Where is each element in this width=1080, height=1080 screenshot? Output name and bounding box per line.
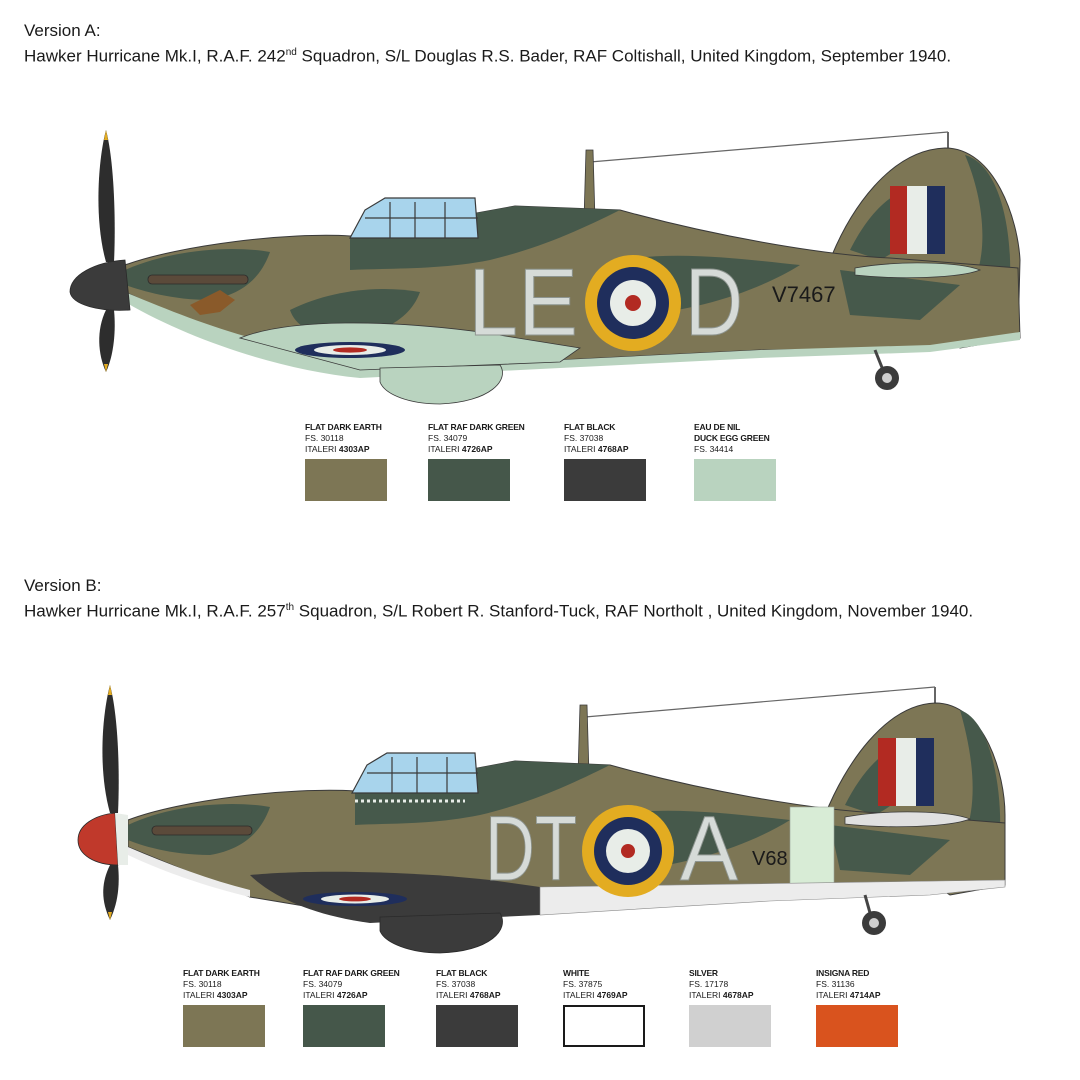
version-b-header bbox=[24, 575, 973, 623]
serial-number-b: V68 bbox=[752, 848, 788, 870]
swatch-a-4: EAU DE NIL DUCK EGG GREEN FS. 34414 bbox=[694, 422, 778, 501]
squadron-code-right-a: D bbox=[685, 249, 743, 356]
squadron-code-left-a: LE bbox=[468, 249, 578, 356]
squadron-code-right-b: A bbox=[680, 798, 739, 900]
swatch-a-3: FLAT BLACK FS. 37038 ITALERI 4768AP bbox=[564, 422, 648, 501]
swatch-b-5: SILVER FS. 17178 ITALERI 4678AP bbox=[689, 968, 773, 1047]
swatch-b-1: FLAT DARK EARTH FS. 30118 ITALERI 4303AP bbox=[183, 968, 267, 1047]
aircraft-profile-a bbox=[60, 120, 1040, 405]
version-b-description: Hawker Hurricane Mk.I, R.A.F. 257th Squadron, S/L Robert R. Stanford-Tuck, RAF Northolt , United Kingdom, November 1940. bbox=[24, 601, 974, 621]
swatch-a-2: FLAT RAF DARK GREEN FS. 34079 ITALERI 4726AP bbox=[428, 422, 512, 501]
swatch-a-1: FLAT DARK EARTH FS. 30118 ITALERI 4303AP bbox=[305, 422, 389, 501]
version-a-description: Hawker Hurricane Mk.I, R.A.F. 242nd Squadron, S/L Douglas R.S. Bader, RAF Coltishall, United Kingdom, September 1940. bbox=[24, 46, 952, 66]
serial-number-a: V7467 bbox=[772, 282, 836, 307]
version-a-header bbox=[24, 20, 951, 68]
version-a-label: Version A: bbox=[24, 21, 101, 40]
swatch-b-2: FLAT RAF DARK GREEN FS. 34079 ITALERI 4726AP bbox=[303, 968, 387, 1047]
swatch-b-6: INSIGNA RED FS. 31136 ITALERI 4714AP bbox=[816, 968, 900, 1047]
swatch-b-4: WHITE FS. 37875 ITALERI 4769AP bbox=[563, 968, 647, 1047]
swatch-b-3: FLAT BLACK FS. 37038 ITALERI 4768AP bbox=[436, 968, 520, 1047]
squadron-code-left-b: DT bbox=[485, 798, 577, 900]
version-b-label: Version B: bbox=[24, 576, 102, 595]
aircraft-profile-b bbox=[70, 675, 1030, 960]
